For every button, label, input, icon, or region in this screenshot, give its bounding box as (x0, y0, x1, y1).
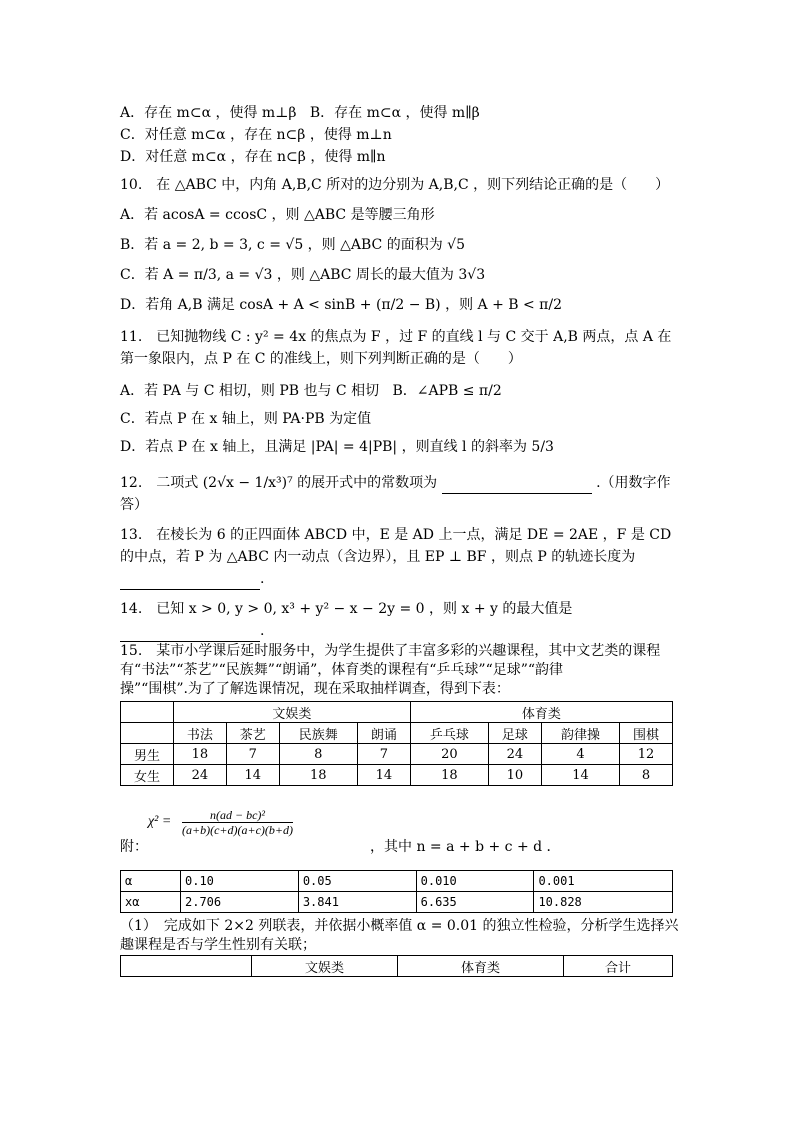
q9-options-line-1 (120, 102, 675, 124)
alpha-value: 0.010 (416, 871, 534, 892)
chi-square-formula (120, 808, 675, 858)
subject-cell: 朗诵 (357, 723, 410, 744)
q11-option-c: C．若点 P 在 x 轴上，则 PA·PB 为定值 (120, 411, 372, 427)
q9-option-c: C．对任意 m⊂α ，存在 n⊂β ，使得 m⊥n (120, 127, 392, 143)
alpha-value: 0.001 (534, 871, 673, 892)
contingency-header (121, 956, 252, 977)
table-row (121, 892, 673, 913)
q13-answer-blank[interactable] (120, 573, 260, 590)
subject-cell: 茶艺 (226, 723, 279, 744)
q15-intro-1: 15. 某市小学课后延时服务中，为学生提供了丰富多彩的兴趣课程，其中文艺类的课程 (120, 643, 661, 659)
q15-intro-3: 操”“围棋”.为了了解选课情况，现在采取抽样调查，得到下表： (120, 681, 510, 697)
q9-option-d: D．对任意 m⊂α ，存在 n⊂β ，使得 m∥n (120, 149, 386, 165)
value-cell: 24 (174, 765, 227, 786)
q11-option-a: A．若 PA 与 C 相切，则 PB 也与 C 相切 (120, 383, 380, 399)
q12-line (120, 472, 675, 516)
alpha-value: 0.05 (298, 871, 416, 892)
value-cell: 14 (541, 765, 619, 786)
value-cell: 18 (410, 765, 488, 786)
q11-option-d: D．若点 P 在 x 轴上，且满足 |PA| = 4|PB| ，则直线 l 的斜率为 5/3 (120, 439, 554, 455)
value-cell: 18 (174, 744, 227, 765)
x-alpha-value: 2.706 (181, 892, 299, 913)
value-cell: 12 (620, 744, 673, 765)
value-cell: 24 (489, 744, 542, 765)
table-row (121, 744, 673, 765)
contingency-header: 合计 (564, 956, 673, 977)
q10-option-b: B．若 a = 2, b = 3, c = √5 ，则 △ABC 的面积为 √5 (120, 237, 465, 253)
value-cell: 14 (226, 765, 279, 786)
corner-cell (121, 702, 174, 723)
formula-denominator: (a+b)(c+d)(a+c)(b+d) (182, 823, 294, 837)
formula-where: ，其中 n = a + b + c + d ． (370, 839, 561, 855)
q11-options-line-2 (120, 408, 675, 430)
formula-label: 附： (120, 839, 148, 855)
survey-table (120, 701, 673, 786)
x-alpha-value: 3.841 (298, 892, 416, 913)
subject-cell: 足球 (489, 723, 542, 744)
subject-cell: 围棋 (620, 723, 673, 744)
row-label: 女生 (121, 765, 174, 786)
q11-option-b: B．∠APB ≤ π/2 (392, 383, 502, 399)
critical-value-table (120, 870, 673, 913)
survey-table-subject-row (121, 723, 673, 744)
q11-stem-text: 11. 已知抛物线 C : y² = 4x 的焦点为 F ，过 F 的直线 l 与 C 交于 A,B 两点，点 A 在第一象限内，点 P 在 C 的准线上，则下列判断正确的是（ ） (120, 329, 672, 367)
q11-stem (120, 326, 675, 370)
q14-line (120, 598, 675, 620)
q12-suffix: .（用数字作答） (120, 475, 671, 513)
q14-answer-blank[interactable] (120, 625, 260, 642)
x-alpha-label: xα (121, 892, 181, 913)
q10-option-d: D．若角 A,B 满足 cosA + A < sinB + (π/2 − B) ，则 A + B < π/2 (120, 297, 563, 313)
document-page (120, 100, 679, 977)
q11-options-line-3 (120, 436, 675, 458)
table-row (121, 956, 673, 977)
value-cell: 20 (410, 744, 488, 765)
group-sport: 体育类 (410, 702, 672, 723)
q15-intro-2: 有“书法”“茶艺”“民族舞”“朗诵”，体育类的课程有“乒乓球”“足球”“韵律 (120, 662, 564, 678)
corner-cell (121, 723, 174, 744)
value-cell: 7 (226, 744, 279, 765)
subject-cell: 乒乓球 (410, 723, 488, 744)
q13-text: 13. 在棱长为 6 的正四面体 ABCD 中，E 是 AD 上一点，满足 DE = 2AE ，F 是 CD 的中点，若 P 为 △ABC 内一动点（含边界），且 EP ⊥ BF ，则点 P 的轨迹长度为 (120, 527, 672, 565)
formula-numerator: n(ad − bc)² (182, 808, 293, 823)
q15-part1-b: 趣课程是否与学生性别有关联； (120, 937, 316, 953)
alpha-value: 0.10 (181, 871, 299, 892)
contingency-header: 体育类 (398, 956, 564, 977)
q11-options-line-1 (120, 380, 675, 402)
row-label: 男生 (121, 744, 174, 765)
subject-cell: 书法 (174, 723, 227, 744)
formula-fraction (182, 808, 293, 837)
q10-option-a: A．若 acosA = ccosC ，则 △ABC 是等腰三角形 (120, 207, 435, 223)
q9-option-a: A．存在 m⊂α ，使得 m⊥β (120, 105, 297, 121)
group-art: 文娱类 (174, 702, 411, 723)
value-cell: 18 (279, 765, 357, 786)
q10-stem: 10. 在 △ABC 中，内角 A,B,C 所对的边分别为 A,B,C ，则下列结论正确的是（ ） (120, 177, 670, 193)
subject-cell: 韵律操 (541, 723, 619, 744)
value-cell: 10 (489, 765, 542, 786)
x-alpha-value: 10.828 (534, 892, 673, 913)
alpha-label: α (121, 871, 181, 892)
q9-options-line-2 (120, 124, 675, 146)
formula-chi: χ² = (148, 814, 172, 829)
q10-option-c: C．若 A = π/3, a = √3 ，则 △ABC 周长的最大值为 3√3 (120, 267, 486, 283)
subject-cell: 民族舞 (279, 723, 357, 744)
q9-options-line-3 (120, 146, 675, 168)
q13-line: 13. 在棱长为 6 的正四面体 ABCD 中，E 是 AD 上一点，满足 DE = 2AE ，F 是 CD 的中点，若 P 为 △ABC 内一动点（含边界），且 EP ⊥ BF ，则点 P 的轨迹长度为 . (120, 524, 675, 590)
contingency-header: 文娱类 (252, 956, 398, 977)
value-cell: 8 (620, 765, 673, 786)
value-cell: 8 (279, 744, 357, 765)
q9-option-b: B．存在 m⊂α ，使得 m∥β (309, 105, 480, 121)
value-cell: 14 (357, 765, 410, 786)
x-alpha-value: 6.635 (416, 892, 534, 913)
value-cell: 4 (541, 744, 619, 765)
survey-table-group-row (121, 702, 673, 723)
contingency-table (120, 955, 673, 977)
q15-part1-a: （1） 完成如下 2×2 列联表，并依据小概率值 α = 0.01 的独立性检验，分析学生选择兴 (120, 918, 679, 934)
q12-answer-blank[interactable] (442, 477, 592, 494)
value-cell: 7 (357, 744, 410, 765)
table-row (121, 871, 673, 892)
q12-text: 12. 二项式 (2√x − 1/x³)⁷ 的展开式中的常数项为 (120, 475, 438, 491)
q14-blank-line: . (120, 620, 675, 642)
q14-text: 14. 已知 x > 0, y > 0, x³ + y² − x − 2y = 0 ，则 x + y 的最大值是 (120, 601, 573, 617)
table-row (121, 765, 673, 786)
